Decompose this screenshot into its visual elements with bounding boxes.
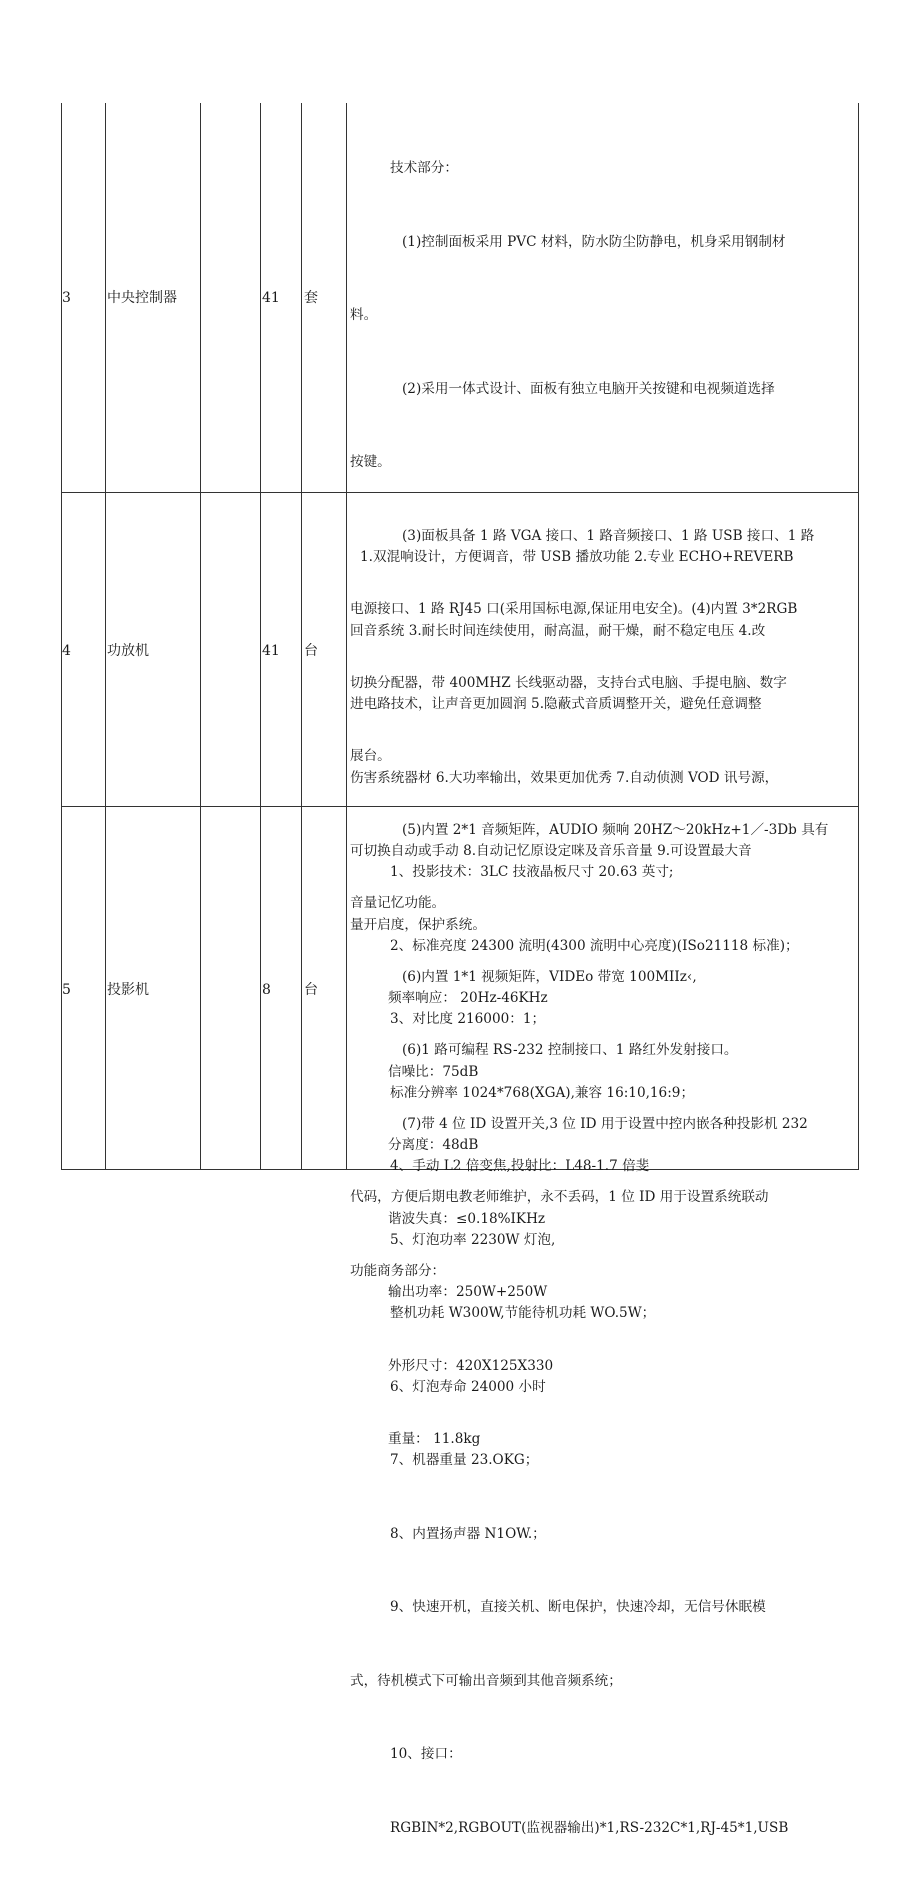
spec-line: 按键。 [350, 454, 391, 470]
spec-line: 外形尺寸：420X125X330 [388, 1357, 554, 1374]
spec-line: 1.双混响设计，方便调音，带 USB 播放功能 2.专业 ECHO+REVERB [360, 549, 794, 565]
spec-line: (1)控制面板采用 PVC 材料，防水防尘防静电，机身采用钢制材 [402, 233, 786, 250]
spec-line: (6)1 路可编程 RS-232 控制接口、1 路红外发射接口。 [402, 1042, 738, 1058]
spec-line: (2)采用一体式设计、面板有独立电脑开关按键和电视频道选择 [402, 380, 775, 397]
spec-line: 1、投影技术：3LC 技液晶板尺寸 20.63 英寸; [390, 864, 674, 880]
item-name: 中央控制器 [107, 290, 177, 306]
spec-line: (6)内置 1*1 视频矩阵，VIDEo 带宽 100MIIz‹, [402, 968, 697, 985]
spec-line: 4、手动 L2 倍变焦,投射比：L48-1.7 倍斐 [390, 1158, 650, 1174]
spec-line: 代码，方便后期电教老师维护，永不丢码，1 位 ID 用于设置系统联动 [350, 1189, 769, 1205]
spec-line: 音量记忆功能。 [350, 895, 446, 911]
spec-line: 重量： 11.8kg [388, 1431, 481, 1447]
spec-line: 可切换自动或手动 8.自动记忆原设定咪及音乐音量 9.可设置最大音 [350, 843, 752, 859]
spec-line: 7、机器重量 23.OKG； [390, 1452, 539, 1468]
spec-line: 分离度：48dB [388, 1137, 479, 1153]
item-name: 功放机 [107, 643, 149, 659]
spec-line: RGBIN*2,RGBOUT(监视器输出)*1,RS-232C*1,RJ-45*1,USB [390, 1819, 789, 1836]
spec-line: 伤害系统器材 6.大功率输出，效果更加优秀 7.自动侦测 VOD 讯号源， [350, 769, 779, 786]
item-quantity: 41 [262, 290, 280, 306]
spec-line: 进电路技术，让声音更加圆润 5.隐蔽式音质调整开关，避免任意调整 [350, 696, 762, 712]
spec-line: 回音系统 3.耐长时间连续使用，耐高温，耐干燥，耐不稳定电压 4.改 [350, 622, 766, 639]
spec-line: 2、标准亮度 24300 流明(4300 流明中心亮度)(ISo21118 标准)； [390, 937, 799, 954]
spec-line: 10、接口： [390, 1746, 462, 1762]
spec-line: 3、对比度 216000：1； [390, 1011, 546, 1027]
spec-line: 标准分辨率 1024*768(XGA),兼容 16:10,16:9； [390, 1084, 695, 1101]
spec-line: 9、快速开机，直接关机、断电保护，快速冷却，无信号休眠模 [390, 1599, 766, 1615]
spec-line: 谐波失真：≤0.18%IKHz [388, 1210, 546, 1227]
spec-line: 6、灯泡寿命 24000 小时 [390, 1378, 546, 1395]
item-quantity: 41 [262, 643, 280, 659]
spec-line: 功能商务部分： [350, 1262, 446, 1279]
item-number: 5 [62, 982, 71, 998]
spec-line: 输出功率：250W+250W [388, 1284, 548, 1300]
item-unit: 台 [304, 643, 318, 659]
spec-line: 频率响应： 20Hz-46KHz [388, 990, 548, 1006]
spec-line: 料。 [350, 307, 378, 323]
spec-line: 式，待机模式下可输出音频到其他音频系统； [350, 1672, 622, 1689]
spec-line: 5、灯泡功率 2230W 灯泡, [390, 1231, 556, 1248]
spec-line: (3)面板具备 1 路 VGA 接口、1 路音频接口、1 路 USB 接口、1 路 [402, 527, 815, 544]
spec-line: 整机功耗 W300W,节能待机功耗 WO.5W； [390, 1305, 656, 1321]
spec-line: 信噪比：75dB [388, 1063, 479, 1080]
spec-line: (7)带 4 位 ID 设置开关,3 位 ID 用于设置中控内嵌各种投影机 232 [402, 1115, 808, 1132]
table-right-border [858, 103, 859, 807]
spec-line: 电源接口、1 路 RJ45 口(采用国标电源,保证用电安全)。(4)内置 3*2RGB [350, 601, 798, 617]
item-unit: 台 [304, 982, 318, 998]
item-quantity: 8 [262, 982, 271, 998]
spec-line: (5)内置 2*1 音频矩阵，AUDIO 频响 20HZ～20kHz+1／-3Db 具有 [402, 821, 829, 838]
item-name: 投影机 [107, 982, 149, 998]
spec-line: 量开启度，保护系统。 [350, 916, 486, 933]
spec-line: 技术部分： [390, 160, 458, 176]
spec-line: 8、内置扬声器 N1OW.； [390, 1525, 546, 1542]
spec-line: 切换分配器，带 400MHZ 长线驱动器，支持台式电脑、手提电脑、数字 [350, 674, 787, 691]
item-number: 4 [62, 643, 71, 659]
spec-line: 展台。 [350, 748, 391, 764]
item-unit: 套 [304, 290, 318, 306]
item-number: 3 [62, 290, 71, 306]
